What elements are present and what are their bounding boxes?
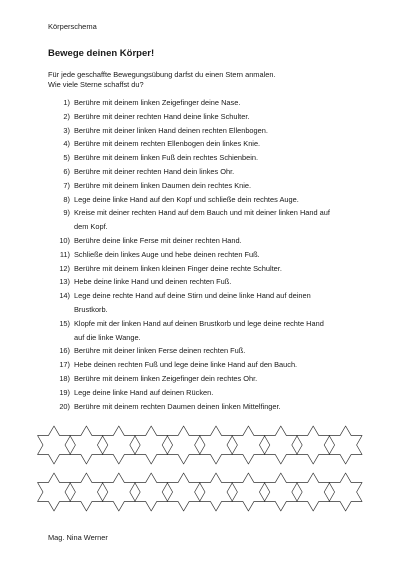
exercise-item (48, 317, 368, 331)
exercise-text: Berühre mit deinem linken Fuß dein rechtes Schienbein. (74, 153, 259, 163)
exercise-text: Berühre mit deiner rechten Hand deine linke Schulter. (74, 111, 250, 121)
exercise-number: 5) (63, 153, 70, 163)
exercise-text: Berühre mit deinem linken Zeigefinger dein rechtes Ohr. (74, 373, 258, 383)
exercise-number: 4) (63, 139, 70, 149)
exercise-number: 15) (59, 318, 70, 328)
intro-text (48, 70, 276, 90)
exercise-number: 16) (59, 346, 70, 356)
exercise-text: Brustkorb. (74, 304, 108, 314)
exercise-item (48, 165, 368, 179)
exercise-text: Berühre mit deiner linken Ferse deinen rechten Fuß. (74, 346, 246, 356)
exercise-item (48, 289, 368, 303)
exercise-text: Lege deine rechte Hand auf deine Stirn und deine linke Hand auf deinen (74, 291, 311, 301)
exercise-text: Berühre mit deinem linken kleinen Finger deine rechte Schulter. (74, 263, 282, 273)
star-icon[interactable] (102, 473, 135, 511)
exercise-item (48, 179, 368, 193)
exercise-item (48, 96, 368, 110)
exercise-item (48, 137, 368, 151)
star-icon[interactable] (232, 473, 265, 511)
exercise-text: Lege deine linke Hand auf deinen Rücken. (74, 387, 214, 397)
star-icon[interactable] (264, 473, 297, 511)
page-title: Bewege deinen Körper! (48, 48, 155, 59)
exercise-item (48, 386, 368, 400)
star-icon[interactable] (232, 426, 265, 464)
exercise-item (48, 248, 368, 262)
exercise-text: Berühre mit deiner rechten Hand dein linkes Ohr. (74, 166, 235, 176)
star-icon[interactable] (38, 473, 71, 511)
exercise-text: Klopfe mit der linken Hand auf deinen Brustkorb und lege deine rechte Hand (74, 318, 324, 328)
exercise-text: Lege deine linke Hand auf den Kopf und schließe dein rechtes Auge. (74, 194, 299, 204)
exercise-item (48, 275, 368, 289)
exercise-text: dem Kopf. (74, 222, 108, 232)
exercise-text: Hebe deinen rechten Fuß und lege deine linke Hand auf den Bauch. (74, 360, 298, 370)
exercise-item (48, 110, 368, 124)
exercise-number: 2) (63, 111, 70, 121)
exercise-text: Berühre deine linke Ferse mit deiner rechten Hand. (74, 235, 242, 245)
star-icon[interactable] (167, 473, 200, 511)
exercise-number: 19) (59, 387, 70, 397)
exercise-item (48, 234, 368, 248)
star-icon[interactable] (38, 426, 71, 464)
exercise-number: 17) (59, 360, 70, 370)
exercise-item (48, 372, 368, 386)
exercise-number: 10) (59, 235, 70, 245)
exercise-text: Berühre mit deiner linken Hand deinen rechten Ellenbogen. (74, 125, 268, 135)
page-header: Körperschema (48, 22, 97, 31)
exercise-text: Berühre mit deinem linken Daumen dein rechtes Knie. (74, 180, 252, 190)
exercise-list (48, 96, 368, 413)
exercise-number: 1) (63, 98, 70, 107)
exercise-item (48, 124, 368, 138)
exercise-number: 3) (63, 125, 70, 135)
exercise-text: Berühre mit deinem rechten Ellenbogen dein linkes Knie. (74, 139, 261, 149)
exercise-text: Kreise mit deiner rechten Hand auf dem Bauch und mit deiner linken Hand auf (74, 208, 330, 218)
exercise-number: 7) (63, 180, 70, 190)
exercise-number: 18) (59, 373, 70, 383)
exercise-text: Hebe deine linke Hand und deinen rechten Fuß. (74, 277, 232, 287)
exercise-item (48, 193, 368, 207)
exercise-number: 14) (59, 291, 70, 301)
star-icon[interactable] (297, 426, 330, 464)
star-icon[interactable] (200, 426, 233, 464)
star-icon[interactable] (135, 426, 168, 464)
star-icon[interactable] (329, 426, 362, 464)
star-icon[interactable] (70, 473, 103, 511)
exercise-item (48, 400, 368, 414)
exercise-number: 12) (59, 263, 70, 273)
exercise-number: 8) (63, 194, 70, 204)
exercise-item (48, 262, 368, 276)
star-icon[interactable] (264, 426, 297, 464)
exercise-number: 9) (63, 208, 70, 218)
star-icon[interactable] (200, 473, 233, 511)
star-icon[interactable] (297, 473, 330, 511)
author-name: Mag. Nina Werner (48, 533, 108, 542)
exercise-item (48, 344, 368, 358)
exercise-text: Berühre mit deinem rechten Daumen deinen linken Mittelfinger. (74, 401, 281, 411)
intro-line: Wie viele Sterne schaffst du? (48, 80, 144, 89)
star-icon[interactable] (102, 426, 135, 464)
exercise-text: auf die linke Wange. (74, 332, 141, 342)
exercise-item-continuation (48, 220, 368, 234)
exercise-item (48, 206, 368, 220)
star-icon[interactable] (167, 426, 200, 464)
exercise-text: Schließe dein linkes Auge und hebe deinen rechten Fuß. (74, 249, 260, 259)
star-icon[interactable] (135, 473, 168, 511)
exercise-item-continuation (48, 331, 368, 345)
exercise-number: 20) (59, 401, 70, 411)
star-icon[interactable] (70, 426, 103, 464)
exercise-item-continuation (48, 303, 368, 317)
exercise-number: 6) (63, 166, 70, 176)
exercise-number: 11) (59, 249, 70, 259)
exercise-item (48, 151, 368, 165)
intro-line: Für jede geschaffte Bewegungsübung darfst du einen Stern anmalen. (48, 70, 276, 79)
exercise-number: 13) (59, 277, 70, 287)
exercise-item (48, 358, 368, 372)
star-icon[interactable] (329, 473, 362, 511)
exercise-text: Berühre mit deinem linken Zeigefinger deine Nase. (74, 98, 241, 107)
